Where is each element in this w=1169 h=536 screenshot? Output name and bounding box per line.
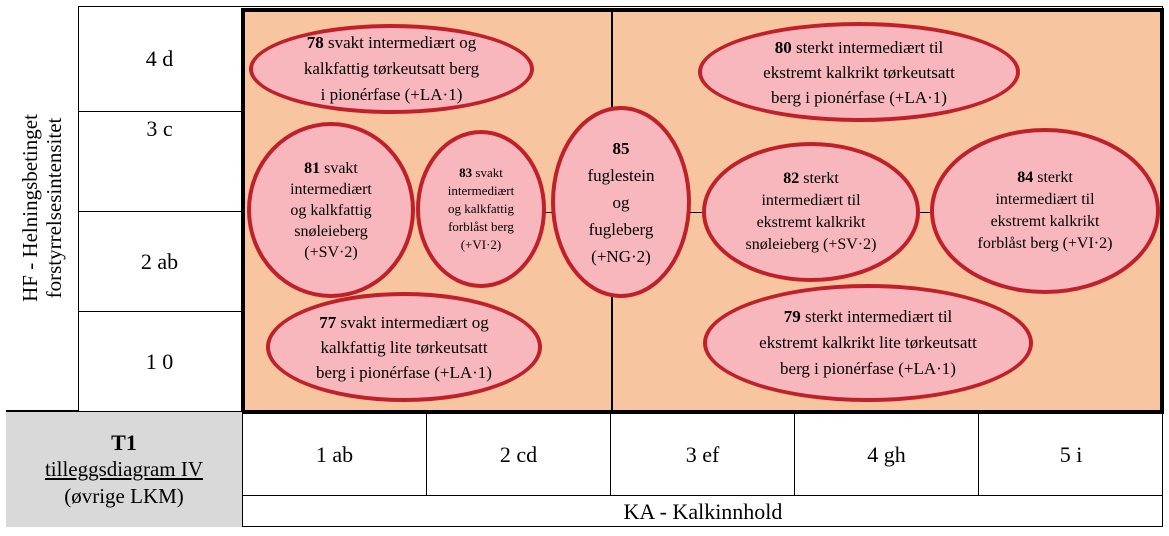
- column-label-text: 5 i: [1059, 441, 1083, 467]
- unit-text: og kalkfattig: [447, 201, 515, 216]
- diagram-label-cell: [6, 411, 243, 527]
- unit-text: svakt intermediært og: [336, 312, 489, 332]
- unit-number: 77: [319, 312, 337, 332]
- column-label-1ab: [243, 414, 427, 496]
- unit-text: intermediært til: [995, 191, 1095, 208]
- unit-text: fugleberg: [588, 219, 654, 239]
- unit-text: svakt: [320, 159, 358, 177]
- column-label-text: 4 gh: [867, 441, 906, 467]
- column-label-2cd: [427, 414, 611, 496]
- row-label-10: [78, 312, 241, 411]
- unit-text: kalkfattig lite tørkeutsatt: [320, 337, 488, 357]
- row-label-2ab: [78, 212, 241, 312]
- unit-text: svakt: [472, 165, 503, 180]
- column-label-3ef: [611, 414, 795, 496]
- unit-text: (+NG·2): [591, 246, 651, 266]
- unit-text: berg i pionérfase (+LA·1): [316, 362, 492, 382]
- unit-text: forblåst berg (+VI·2): [977, 235, 1113, 252]
- unit-text: ekstremt kalkrikt: [990, 213, 1100, 230]
- unit-text: intermediært til: [761, 192, 861, 209]
- unit-text: svakt intermediært og: [323, 33, 477, 52]
- unit-text: intermediært: [447, 183, 515, 198]
- diagram-subtitle: (øvrige LKM): [64, 484, 184, 508]
- unit-text: forblåst berg: [448, 219, 514, 234]
- unit-text: sterkt: [1033, 169, 1073, 186]
- unit-text: (+VI·2): [460, 237, 502, 252]
- column-label-text: 1 ab: [315, 441, 354, 467]
- row-label-text: 1 0: [145, 348, 174, 374]
- unit-number: 81: [304, 159, 321, 177]
- unit-text: ekstremt kalkrikt tørkeutsatt: [763, 62, 955, 82]
- unit-77-oval: [266, 292, 542, 402]
- row-label-text: 3 c: [146, 116, 173, 141]
- unit-number: 84: [1017, 169, 1034, 186]
- y-axis-title: [18, 8, 66, 408]
- x-axis-title: [243, 496, 1163, 527]
- unit-83-oval: [416, 130, 546, 288]
- unit-text: og kalkfattig: [290, 201, 372, 219]
- unit-text: intermediært: [290, 180, 372, 198]
- unit-text: ekstremt kalkrikt lite tørkeutsatt: [759, 333, 977, 352]
- unit-text: fuglestein: [587, 165, 655, 185]
- unit-85-oval: [551, 106, 691, 298]
- unit-80-oval: [698, 22, 1020, 122]
- unit-text: ekstremt kalkrikt: [756, 214, 866, 231]
- unit-text: snøleieberg: [294, 222, 368, 240]
- unit-84-oval: [930, 128, 1160, 294]
- unit-text: kalkfattig tørkeutsatt berg: [303, 59, 480, 78]
- column-label-4gh: [795, 414, 979, 496]
- unit-text: sterkt intermediært til: [791, 37, 944, 57]
- unit-number: 85: [612, 138, 630, 158]
- column-label-text: 2 cd: [499, 441, 538, 467]
- x-axis-title-text: KA - Kalkinnhold: [623, 498, 783, 524]
- unit-text: sterkt intermediært til: [800, 307, 953, 326]
- unit-82-oval: [702, 142, 920, 282]
- unit-number: 78: [306, 33, 324, 52]
- unit-number: 80: [774, 37, 792, 57]
- unit-text: berg i pionérfase (+LA·1): [771, 87, 947, 107]
- row-label-text: 2 ab: [140, 248, 179, 274]
- unit-number: 79: [783, 307, 801, 326]
- row-label-4d: [78, 6, 241, 112]
- diagram-code: T1: [111, 430, 137, 455]
- unit-text: sterkt: [799, 170, 839, 187]
- unit-text: berg i pionérfase (+LA·1): [780, 359, 956, 378]
- unit-text: snøleieberg (+SV·2): [745, 236, 877, 253]
- row-label-text: 4 d: [145, 45, 174, 71]
- unit-81-oval: [247, 122, 415, 298]
- unit-number: 83: [459, 165, 473, 180]
- row-label-3c: [78, 112, 241, 212]
- unit-78-oval: [249, 24, 534, 114]
- diagram-name: tilleggsdiagram IV: [44, 457, 204, 481]
- unit-text: i pionérfase (+LA·1): [320, 85, 463, 104]
- unit-number: 82: [783, 170, 800, 187]
- column-label-text: 3 ef: [685, 441, 720, 467]
- y-axis-title-line2: forstyrrelsesintensitet: [42, 117, 66, 299]
- unit-text: (+SV·2): [304, 243, 358, 261]
- column-label-5i: [979, 414, 1163, 496]
- unit-79-oval: [703, 284, 1033, 402]
- y-axis-title-line1: HF - Helningsbetinget: [18, 114, 42, 302]
- unit-text: og: [612, 192, 630, 212]
- y-axis-title-box: [6, 6, 79, 411]
